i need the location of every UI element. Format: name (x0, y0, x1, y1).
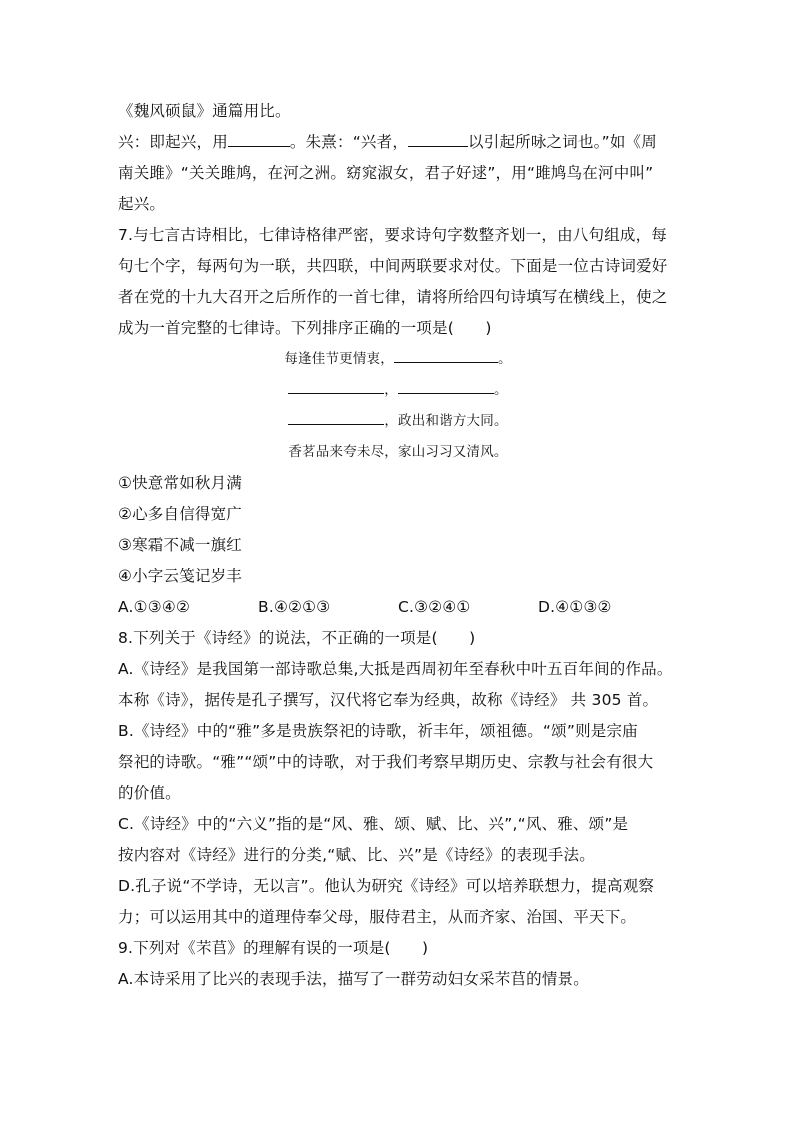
text-fragment: 。朱熹：“兴者， (289, 133, 409, 151)
poem-text: 。 (497, 351, 512, 367)
choice-d: D.④①③② (538, 598, 612, 616)
fill-blank (408, 131, 468, 147)
option-item: ④小字云笺记岁丰 (118, 567, 242, 585)
question-8-stem: 8.下列关于《诗经》的说法，不正确的一项是( ) (118, 629, 476, 647)
poem-text: 。 (494, 382, 508, 398)
option-a: A.《诗经》是我国第一部诗歌总集,大抵是西周初年至春秋中叶五百年间的作品。 (118, 660, 673, 678)
text-line: 本称《诗》，据传是孔子撰写，汉代将它奉为经典，故称《诗经》 共 305 首。 (118, 691, 659, 709)
choice-b: B.④②①③ (258, 598, 331, 616)
fill-blank (228, 131, 290, 147)
poem-text: ，政出和谐方大同。 (384, 413, 508, 429)
option-item: ②心多自信得宽广 (118, 505, 242, 523)
option-b: B.《诗经》中的“雅”多是贵族祭祀的诗歌，祈丰年，颂祖德。“颂”则是宗庙 (118, 722, 638, 740)
text-line: 力；可以运用其中的道理侍奉父母，服侍君主，从而齐家、治国、平天下。 (118, 908, 637, 926)
text-fragment: 兴：即起兴，用 (118, 133, 228, 151)
fill-blank (398, 378, 494, 394)
text-fragment: 以引起所咏之词也。”如《周 (468, 133, 657, 151)
fill-blank (288, 378, 384, 394)
option-a: A.本诗采用了比兴的表现手法，描写了一群劳动妇女采芣苢的情景。 (118, 970, 589, 988)
question-9-stem: 9.下列对《芣苢》的理解有误的一项是( ) (118, 939, 429, 957)
option-c: C.《诗经》中的“六义”指的是“风、雅、颂、赋、比、兴”,“风、雅、颂”是 (118, 815, 629, 833)
text-line: 句七个字，每两句为一联，共四联，中间两联要求对仗。下面是一位古诗词爱好 (118, 257, 668, 275)
option-item: ③寒霜不减一旗红 (118, 536, 242, 554)
answer-choices (118, 592, 678, 623)
text-line: 按内容对《诗经》进行的分类,“赋、比、兴”是《诗经》的表现手法。 (118, 846, 595, 864)
text-line: 起兴。 (118, 195, 166, 213)
question-7-stem: 7.与七言古诗相比，七律诗格律严密，要求诗句字数整齐划一，由八句组成，每 (118, 226, 667, 244)
poem-text: 每逢佳节更情衷， (284, 351, 394, 367)
text-line (118, 127, 678, 158)
poem-text: ， (384, 382, 398, 398)
option-item: ①快意常如秋月满 (118, 474, 242, 492)
document-content (118, 96, 678, 995)
text-line: 南关雎》“关关雎鸠，在河之洲。窈窕淑女，君子好逑”，用“雎鸠鸟在河中叫” (118, 164, 654, 182)
text-line: 祭祀的诗歌。“雅”“颂”中的诗歌，对于我们考察早期历史、宗教与社会有很大 (118, 753, 654, 771)
poem-line (118, 375, 678, 406)
text-line: 成为一首完整的七律诗。下列排序正确的一项是( ) (118, 319, 492, 337)
fill-blank (394, 347, 498, 363)
poem-line (118, 344, 678, 375)
text-line: 《魏风硕鼠》通篇用比。 (118, 102, 291, 120)
option-d: D.孔子说“不学诗，无以言”。他认为研究《诗经》可以培养联想力，提高观察 (118, 877, 655, 895)
choice-a: A.①③④② (118, 598, 191, 616)
poem-line: 香茗品来夸未尽，家山习习又清风。 (288, 444, 508, 460)
text-line: 的价值。 (118, 784, 181, 802)
choice-c: C.③②④① (398, 598, 471, 616)
text-line: 者在党的十九大召开之后所作的一首七律，请将所给四句诗填写在横线上，使之 (118, 288, 668, 306)
poem-line (118, 406, 678, 437)
fill-blank (288, 409, 384, 425)
